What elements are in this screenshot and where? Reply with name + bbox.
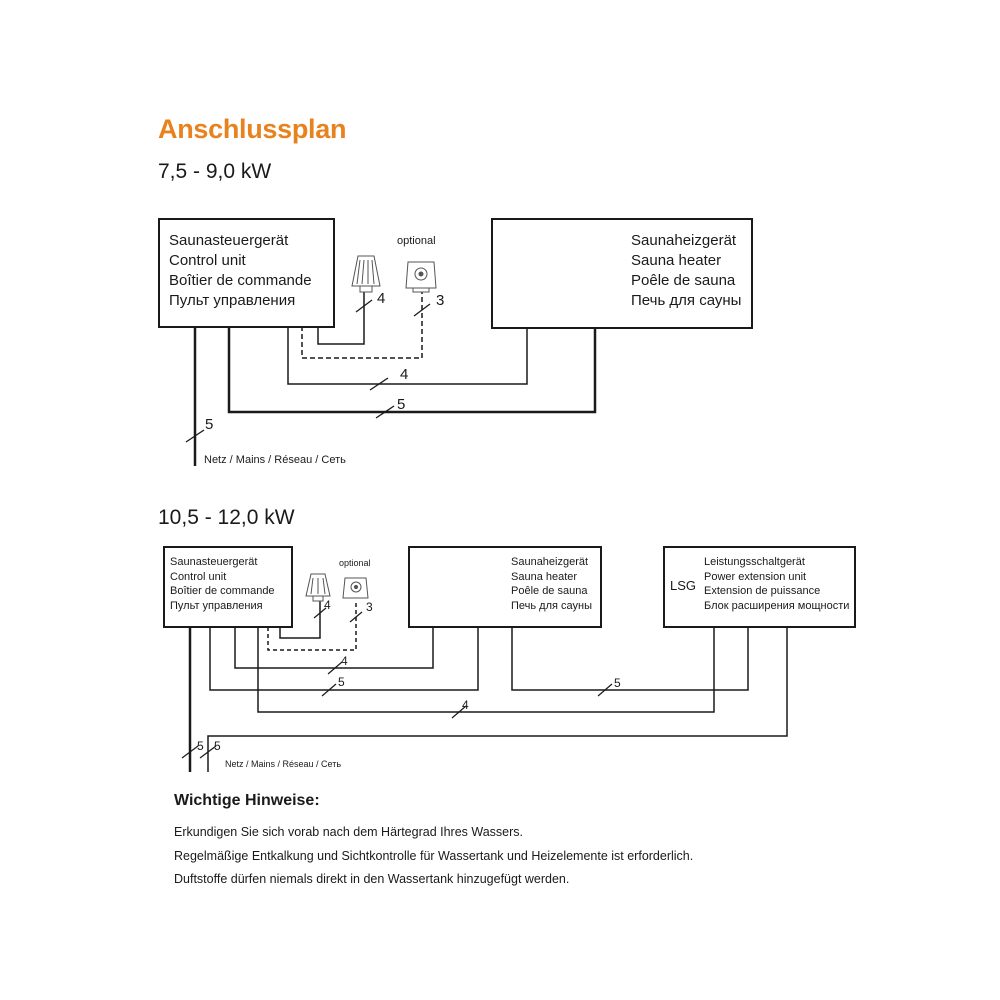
- s1-heater-label: [631, 233, 741, 313]
- s2-power-extension-line: Leistungsschaltgerät: [704, 556, 805, 568]
- s2-sensor-icon: [306, 574, 330, 601]
- s2-wire-count: 3: [366, 600, 373, 614]
- s2-mains-label: Netz / Mains / Réseau / Сеть: [225, 759, 342, 769]
- s1-control-unit-line: Saunasteuergerät: [169, 232, 289, 249]
- s2-wire-count: 5: [214, 739, 221, 753]
- s2-wire-count: 5: [197, 739, 204, 753]
- s2-wire-count: 5: [614, 676, 621, 690]
- s2-control-unit-line: Пульт управления: [170, 599, 263, 612]
- s2-optional-label: optional: [339, 558, 371, 568]
- note-line: Regelmäßige Entkalkung und Sichtkontrolle für Wassertank und Heizelemente ist erforderlich.: [174, 849, 694, 863]
- s2-power-extension-label: [704, 557, 849, 615]
- s2-wire-count: 4: [324, 598, 331, 612]
- s2-power-extension-line: Power extension unit: [704, 570, 807, 583]
- s1-heater-line: Saunaheizgerät: [631, 232, 737, 249]
- s2-heater-line: Poêle de sauna: [511, 585, 588, 597]
- s2-control-unit-line: Saunasteuergerät: [170, 556, 258, 568]
- s2-power-extension-line: Блок расширения мощности: [704, 599, 850, 612]
- s1-mains-label: Netz / Mains / Réseau / Сеть: [204, 454, 346, 466]
- s1-wire-count: 4: [377, 290, 386, 307]
- s1-power-wire: [229, 326, 595, 412]
- s1-heater-line: Sauna heater: [631, 252, 722, 269]
- s2-lsg-label: LSG: [670, 578, 697, 593]
- s1-heater-line: Poêle de sauna: [631, 272, 736, 289]
- s2-wire-count: 5: [338, 675, 345, 689]
- s1-control-unit-line: Control unit: [169, 252, 246, 269]
- s1-optional-sensor-icon: [406, 262, 436, 292]
- section1-heading: 7,5 - 9,0 kW: [158, 160, 272, 183]
- s1-control-unit-label: [169, 233, 312, 313]
- s2-lsg-control-wire: [258, 627, 714, 712]
- s2-heater-line: Sauna heater: [511, 570, 578, 583]
- s1-optional-label: optional: [397, 235, 436, 247]
- s1-wire-count: 5: [205, 416, 214, 433]
- s1-wire-count: 4: [400, 366, 409, 383]
- s1-wire-count: 3: [436, 292, 445, 309]
- s1-control-unit-line: Пульт управления: [169, 292, 296, 309]
- s1-control-unit-line: Boîtier de commande: [169, 272, 312, 289]
- s2-power-extension-line: Extension de puissance: [704, 585, 821, 597]
- s2-control-unit-line: Control unit: [170, 570, 227, 583]
- note-line: Duftstoffe dürfen niemals direkt in den Wassertank hinzugefügt werden.: [174, 872, 570, 886]
- section2-heading: 10,5 - 12,0 kW: [158, 506, 295, 529]
- s2-optional-sensor-icon: [343, 578, 368, 598]
- s2-control-unit-label: [170, 557, 275, 615]
- s2-heater-line: Saunaheizgerät: [511, 556, 589, 568]
- s2-lsg-mains-wire: [208, 627, 787, 750]
- s2-wire-count: 4: [462, 698, 469, 712]
- notes-title: Wichtige Hinweise:: [174, 792, 320, 809]
- s1-sensor-icon: [352, 256, 380, 292]
- s2-control-wire: [235, 627, 433, 668]
- page-title: Anschlussplan: [158, 114, 347, 144]
- note-line: Erkundigen Sie sich vorab nach dem Härtegrad Ihres Wassers.: [174, 825, 524, 839]
- s1-wire-count: 5: [397, 396, 406, 413]
- s2-heater-line: Печь для сауны: [511, 599, 593, 612]
- s2-control-unit-line: Boîtier de commande: [170, 585, 275, 597]
- s1-heater-line: Печь для сауны: [631, 292, 742, 309]
- s2-heater-lsg-wire: [512, 627, 748, 690]
- s2-wire-count: 4: [341, 654, 348, 668]
- s2-heater-label: [511, 557, 592, 615]
